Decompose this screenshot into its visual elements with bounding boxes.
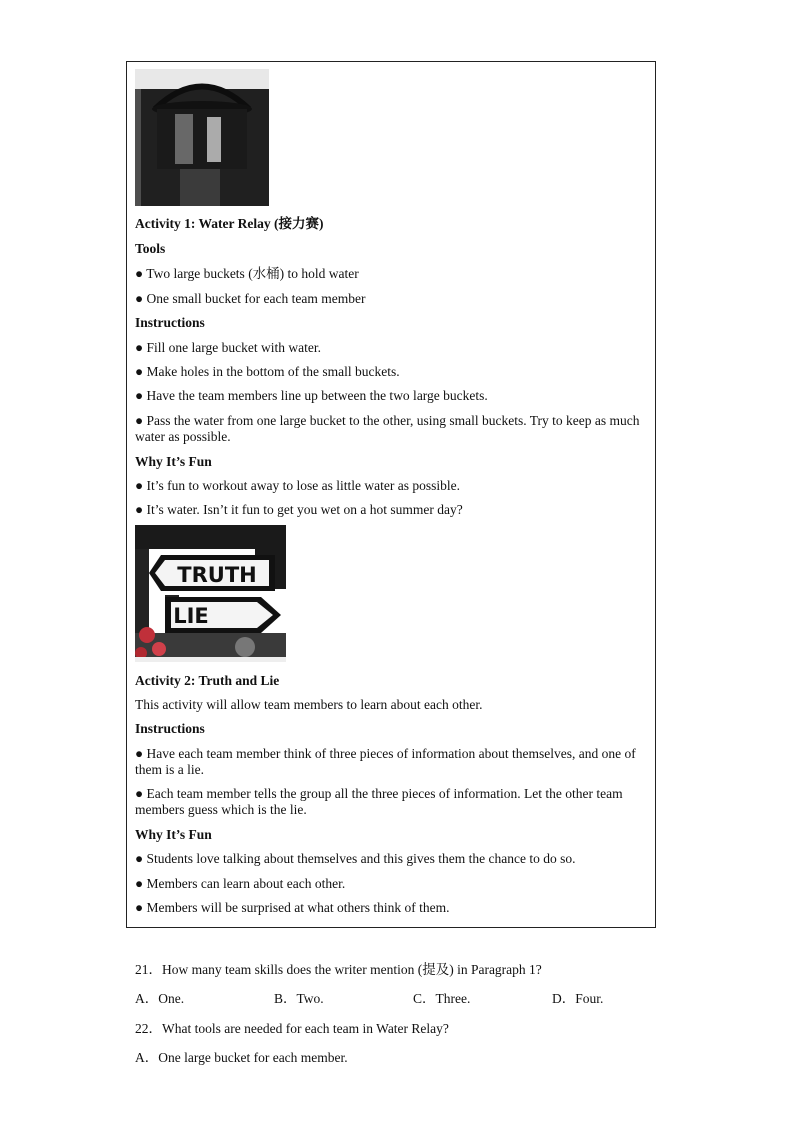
q21-option-b[interactable]: B．Two. (274, 991, 324, 1006)
activity1-tools-heading: Tools (135, 241, 166, 256)
question-21: 21．How many team skills does the writer mention (提及) in Paragraph 1? (135, 962, 542, 977)
list-item: ● It’s water. Isn’t it fun to get you wet on a hot summer day? (135, 502, 463, 517)
q21-option-a[interactable]: A．One. (135, 991, 185, 1006)
bucket-photo (135, 69, 269, 206)
q21-option-c[interactable]: C．Three. (413, 991, 471, 1006)
activity1-instructions-heading: Instructions (135, 315, 205, 330)
activity2-instructions-heading: Instructions (135, 721, 205, 736)
list-item: ● Members can learn about each other. (135, 876, 346, 891)
list-item: ● Have each team member think of three pieces of information about themselves, and one of them is a lie. (135, 746, 636, 777)
activity2-fun-heading: Why It’s Fun (135, 827, 212, 842)
activity2-title: Activity 2: Truth and Lie (135, 673, 280, 688)
activity1-title: Activity 1: Water Relay (接力赛) (135, 216, 324, 231)
truth-lie-signs-photo (135, 525, 286, 662)
list-item: ● Have the team members line up between the two large buckets. (135, 388, 488, 403)
list-item: ● One small bucket for each team member (135, 291, 366, 306)
activity2-intro: This activity will allow team members to learn about each other. (135, 697, 483, 712)
list-item: ● Students love talking about themselves and this gives them the chance to do so. (135, 851, 576, 866)
list-item: ● It’s fun to workout away to lose as little water as possible. (135, 478, 460, 493)
list-item: ● Each team member tells the group all the three pieces of information. Let the other team members guess which is the lie. (135, 786, 623, 817)
question-22: 22．What tools are needed for each team in Water Relay? (135, 1021, 449, 1036)
q21-option-d[interactable]: D．Four. (552, 991, 604, 1006)
sign-truth-label: TRUTH (177, 563, 257, 587)
list-item: ● Make holes in the bottom of the small buckets. (135, 364, 400, 379)
list-item: ● Pass the water from one large bucket to the other, using small buckets. Try to keep as much water as possible. (135, 413, 640, 444)
activity1-fun-heading: Why It’s Fun (135, 454, 212, 469)
list-item: ● Fill one large bucket with water. (135, 340, 321, 355)
list-item: ● Members will be surprised at what others think of them. (135, 900, 450, 915)
q22-option-a[interactable]: A．One large bucket for each member. (135, 1050, 348, 1065)
sign-lie-label: LIE (173, 604, 209, 628)
list-item: ● Two large buckets (水桶) to hold water (135, 266, 359, 281)
